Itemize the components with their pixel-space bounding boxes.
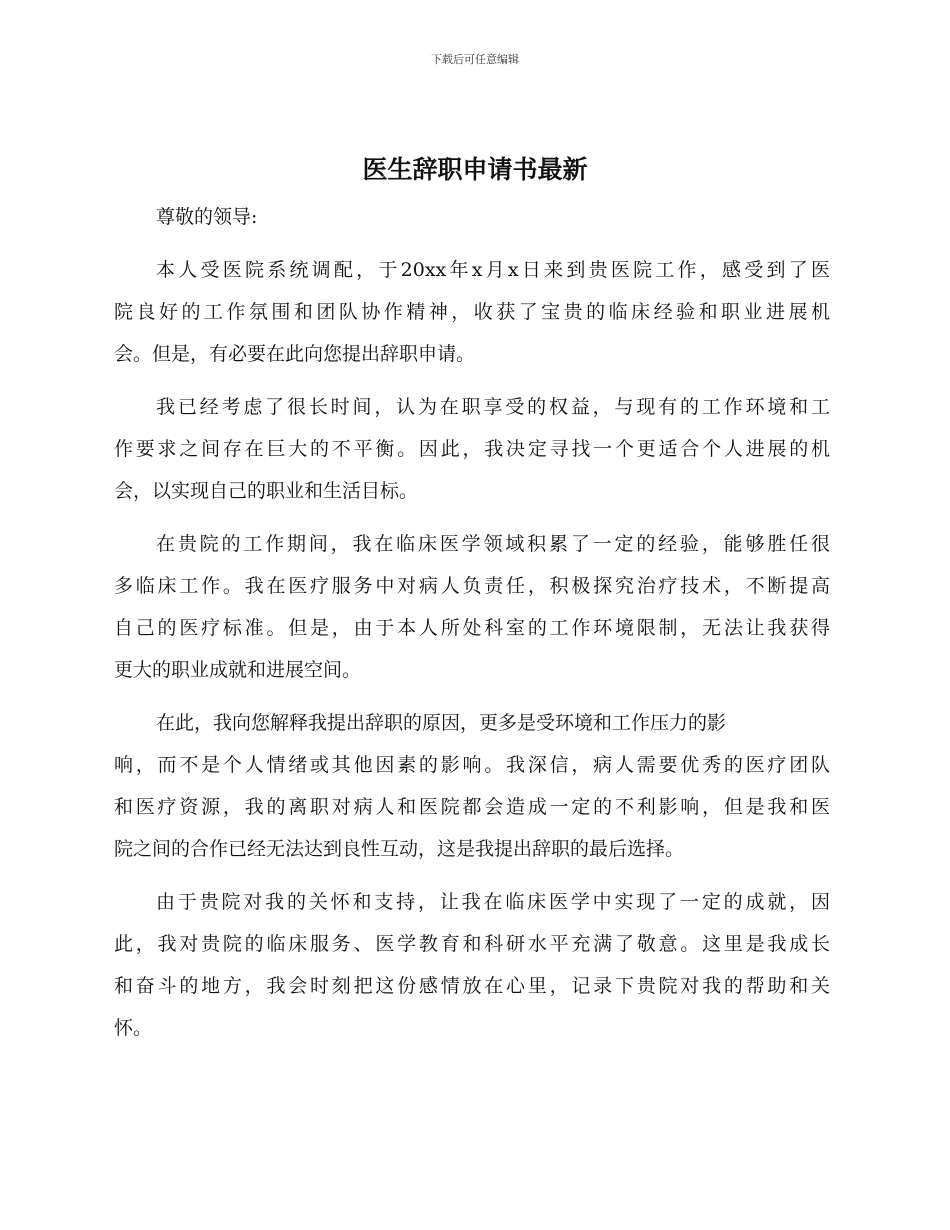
paragraph-5 <box>114 881 830 1049</box>
paragraph-line: 我已经考虑了很长时间，认为在职享受的权益，与现有的工作环境和工 <box>156 396 830 418</box>
document-title: 医生辞职申请书最新 <box>362 155 588 184</box>
paragraph-line: 由于贵院对我的关怀和支持，让我在临床医学中实现了一定的成就，因 <box>156 891 830 913</box>
paragraph-line: 自己的医疗标准。但是，由于本人所处科室的工作环境限制，无法让我获得 <box>114 617 830 639</box>
paragraph-line: 院之间的合作已经无法达到良性互动，这是我提出辞职的最后选择。 <box>114 838 685 860</box>
paragraph-line: 和奋斗的地方，我会时刻把这份感情放在心里，记录下贵院对我的帮助和关 <box>114 975 830 997</box>
paragraph-line: 怀。 <box>114 1017 153 1039</box>
paragraph-line: 会，以实现自己的职业和生活目标。 <box>114 480 419 502</box>
paragraph-4 <box>114 702 830 870</box>
paragraph-line: 多临床工作。我在医疗服务中对病人负责任，积极探究治疗技术，不断提高 <box>114 575 830 597</box>
paragraph-line: 和医疗资源，我的离职对病人和医院都会造成一定的不利影响，但是我和医 <box>114 796 830 818</box>
document-body <box>114 196 830 1049</box>
paragraph-line: 在贵院的工作期间，我在临床医学领域积累了一定的经验，能够胜任很 <box>156 533 830 555</box>
paragraph-line: 响，而不是个人情绪或其他因素的影响。我深信，病人需要优秀的医疗团队 <box>114 754 830 776</box>
paragraph-line: 院良好的工作氛围和团队协作精神，收获了宝贵的临床经验和职业进展机 <box>114 301 830 323</box>
paragraph-line: 本人受医院系统调配，于20xx年x月x日来到贵医院工作，感受到了医 <box>156 259 830 281</box>
paragraph-2 <box>114 386 830 512</box>
page-header-note: 下载后可任意编辑 <box>431 53 519 66</box>
paragraph-1 <box>114 249 830 375</box>
paragraph-line: 此，我对贵院的临床服务、医学教育和科研水平充满了敬意。这里是我成长 <box>114 933 830 955</box>
paragraph-line: 在此，我向您解释我提出辞职的原因，更多是受环境和工作压力的影 <box>156 712 727 734</box>
paragraph-3 <box>114 523 830 691</box>
paragraph-line: 作要求之间存在巨大的不平衡。因此，我决定寻找一个更适合个人进展的机 <box>114 438 830 460</box>
greeting: 尊敬的领导: <box>156 206 258 228</box>
paragraph-line: 会。但是，有必要在此向您提出辞职申请。 <box>114 343 476 365</box>
paragraph-line: 更大的职业成就和进展空间。 <box>114 659 362 681</box>
